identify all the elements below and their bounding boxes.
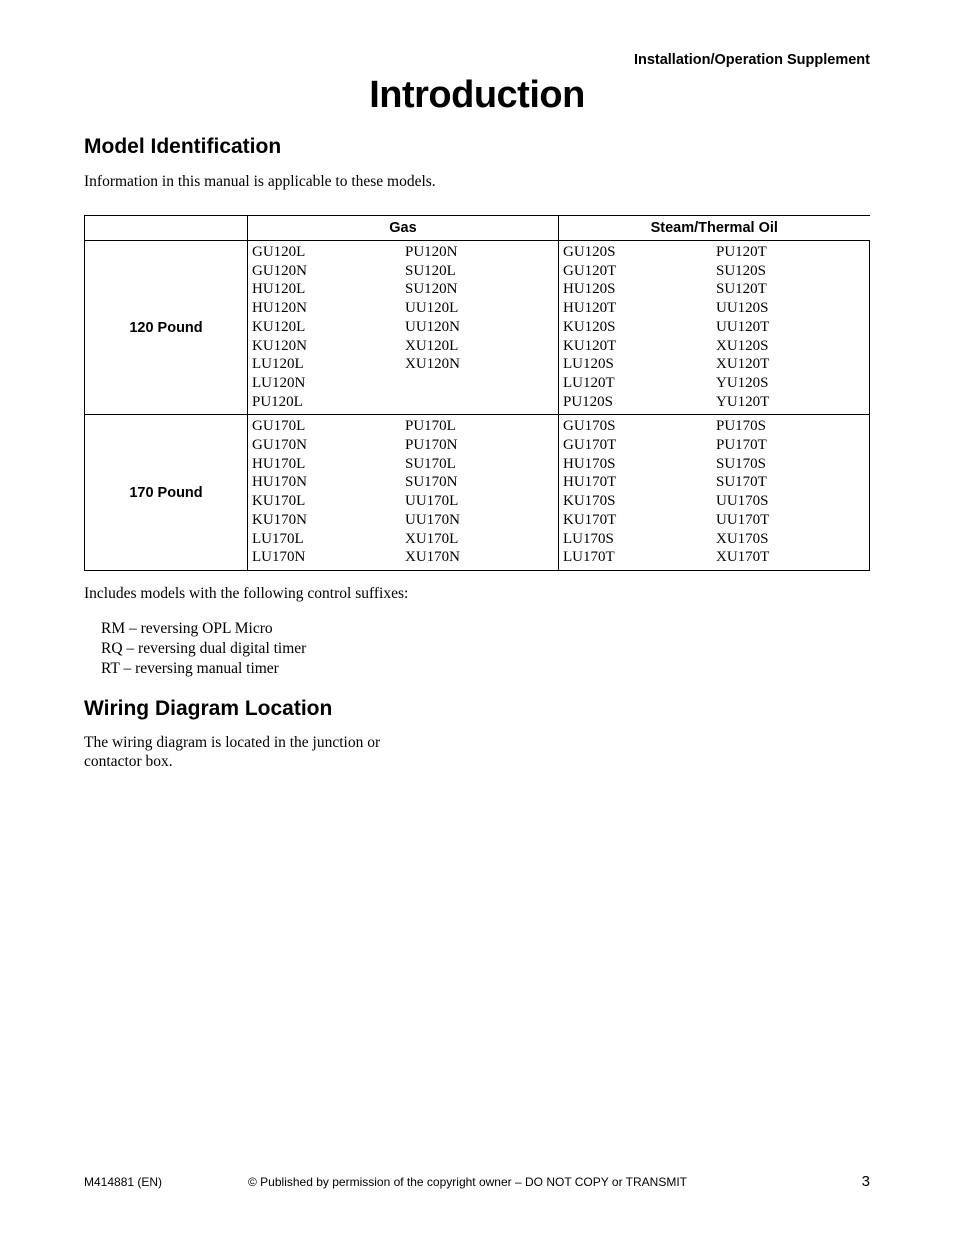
model-code: SU170T [716, 474, 767, 491]
model-code: GU170L [252, 418, 306, 435]
wiring-text-line-2: contactor box. [84, 753, 173, 770]
table-row [85, 241, 870, 415]
model-code: PU120N [405, 244, 458, 260]
model-code: LU120T [563, 374, 615, 391]
model-code: PU120L [252, 393, 303, 410]
table-row [85, 415, 870, 571]
model-code: LU120S [563, 356, 614, 373]
model-code: PU170L [405, 418, 456, 435]
suffix-item-rm: RM – reversing OPL Micro [101, 620, 273, 637]
model-code: GU120S [563, 244, 616, 260]
model-code: HU170L [252, 455, 306, 472]
model-code: UU120N [405, 318, 460, 335]
suffix-item-rt: RT – reversing manual timer [101, 660, 279, 677]
model-code: SU120N [405, 281, 458, 298]
steam-models-cell [559, 415, 870, 571]
model-code: UU170N [405, 511, 460, 528]
document-header: Installation/Operation Supplement [633, 52, 870, 68]
model-code: SU120T [716, 281, 767, 298]
model-code: HU170T [563, 474, 617, 491]
model-code: HU170N [252, 474, 307, 491]
gas-models-cell [248, 415, 559, 571]
model-code: KU120N [252, 337, 307, 354]
model-code: KU120T [563, 337, 617, 354]
model-code: UU120L [405, 300, 459, 317]
model-column [716, 417, 869, 567]
model-code: GU170S [563, 418, 616, 435]
model-code: UU170L [405, 493, 459, 510]
model-code: LU120L [252, 356, 304, 373]
model-code: LU120N [252, 374, 306, 391]
model-code: XU120L [405, 337, 459, 354]
model-code: PU120T [716, 244, 767, 260]
model-code: XU170S [716, 530, 769, 547]
model-code: HU120T [563, 300, 617, 317]
suffix-item-rq: RQ – reversing dual digital timer [101, 640, 307, 657]
model-code: HU120S [563, 281, 616, 298]
model-code: XU120N [405, 356, 460, 373]
model-code: UU120T [716, 318, 770, 335]
model-column [252, 243, 405, 411]
model-column [405, 243, 558, 411]
model-code: KU120S [563, 318, 616, 335]
footer-doc-code: M414881 (EN) [84, 1175, 163, 1189]
page-title: Introduction [369, 74, 585, 116]
model-code: SU120S [716, 262, 767, 279]
wiring-text-line-1: The wiring diagram is located in the junction or [84, 734, 381, 751]
model-code: XU170L [405, 530, 459, 547]
model-code: UU170S [716, 493, 769, 510]
model-code: UU120S [716, 300, 769, 317]
model-code: HU120N [252, 300, 307, 317]
model-code: GU120N [252, 262, 307, 279]
model-code: SU170S [716, 455, 767, 472]
model-code: SU170N [405, 474, 458, 491]
model-code: XU120T [716, 356, 770, 373]
model-code: KU170T [563, 511, 617, 528]
model-intro-text: Information in this manual is applicable to these models. [84, 173, 436, 190]
model-code: XU120S [716, 337, 769, 354]
model-table [84, 215, 870, 571]
model-code: LU170L [252, 530, 304, 547]
model-code: PU170S [716, 418, 767, 435]
model-code: UU170T [716, 511, 770, 528]
row-label: 170 Pound [85, 415, 248, 571]
steam-models-cell [559, 241, 870, 415]
model-code: KU170S [563, 493, 616, 510]
table-header-gas: Gas [248, 216, 559, 241]
table-header-steam: Steam/Thermal Oil [559, 216, 870, 241]
model-column [252, 417, 405, 567]
model-code: YU120T [716, 393, 770, 410]
wiring-heading: Wiring Diagram Location [84, 697, 333, 720]
model-column [563, 417, 716, 567]
table-header-blank [85, 216, 248, 241]
row-label: 120 Pound [85, 241, 248, 415]
model-code: HU120L [252, 281, 306, 298]
model-code: PU170T [716, 437, 767, 454]
model-code: LU170S [563, 530, 614, 547]
model-code: KU170N [252, 511, 307, 528]
model-code: SU170L [405, 455, 456, 472]
model-code: GU170N [252, 437, 307, 454]
model-column [716, 243, 869, 411]
model-code: LU170T [563, 549, 615, 566]
model-code: PU170N [405, 437, 458, 454]
model-code: GU170T [563, 437, 617, 454]
model-code: KU170L [252, 493, 306, 510]
suffix-intro-text: Includes models with the following control suffixes: [84, 585, 409, 602]
model-identification-heading: Model Identification [84, 135, 282, 158]
table-body [85, 241, 870, 571]
model-code: YU120S [716, 374, 769, 391]
model-code: LU170N [252, 549, 306, 566]
model-code: GU120T [563, 262, 617, 279]
model-code: SU120L [405, 262, 456, 279]
model-code: GU120L [252, 244, 306, 260]
suffix-list [101, 619, 306, 679]
model-code: HU170S [563, 455, 616, 472]
model-column [405, 417, 558, 567]
gas-models-cell [248, 241, 559, 415]
model-column [563, 243, 716, 411]
model-code: XU170T [716, 549, 770, 566]
wiring-text [84, 733, 380, 771]
footer-page-number: 3 [861, 1173, 870, 1190]
footer-copyright: © Published by permission of the copyright owner – DO NOT COPY or TRANSMIT [248, 1175, 688, 1189]
model-code: KU120L [252, 318, 306, 335]
model-code: PU120S [563, 393, 614, 410]
table-header-row [85, 216, 870, 241]
model-code: XU170N [405, 549, 460, 566]
